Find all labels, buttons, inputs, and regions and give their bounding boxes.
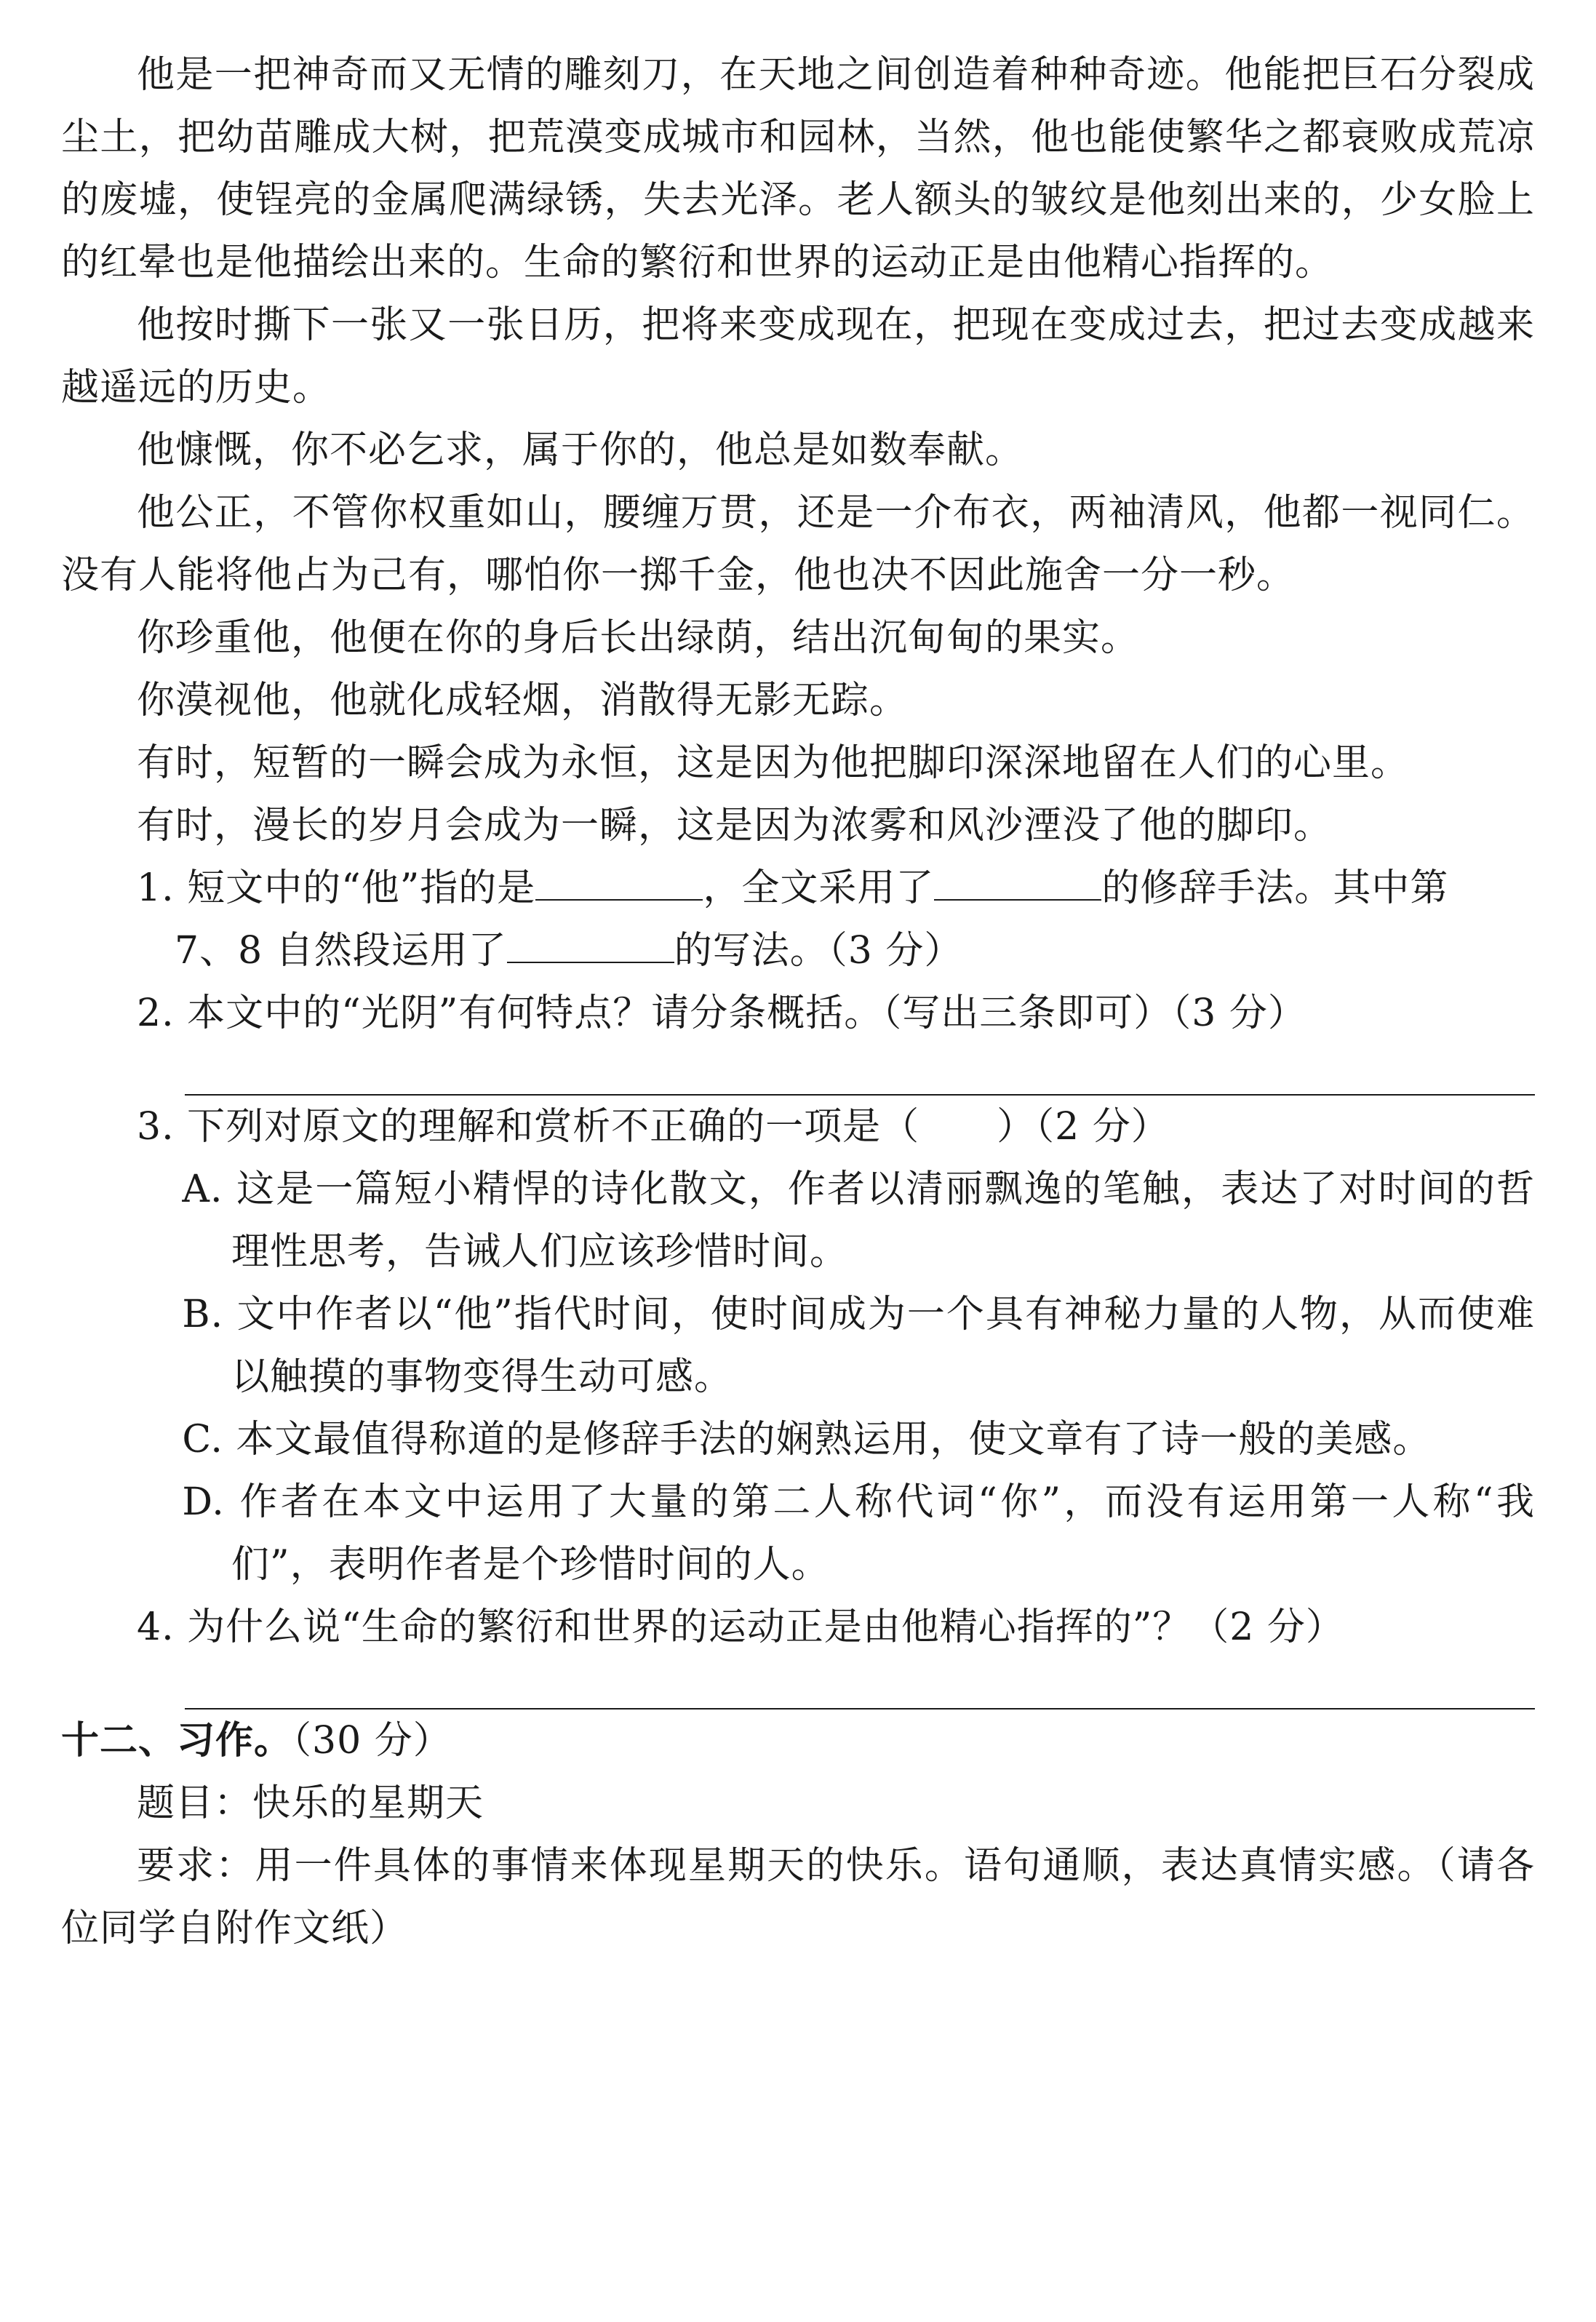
passage-paragraph-5: 你珍重他，他便在你的身后长出绿荫，结出沉甸甸的果实。 bbox=[137, 616, 1140, 660]
question-1-text-e: 的写法。（3 分） bbox=[674, 929, 963, 973]
passage-paragraph-8: 有时，漫长的岁月会成为一瞬，这是因为浓雾和风沙湮没了他的脚印。 bbox=[137, 804, 1333, 847]
question-1-text-d: 7、8 自然段运用了 bbox=[175, 929, 507, 973]
passage-paragraph-2: 他按时撕下一张又一张日历，把将来变成现在，把现在变成过去，把过去变成越来越遥远的历史。 bbox=[61, 303, 1535, 410]
question-1-blank-1[interactable] bbox=[535, 861, 703, 901]
question-4: 4. 为什么说“生命的繁衍和世界的运动正是由他精心指挥的”？（2 分） bbox=[137, 1605, 1344, 1649]
composition-topic: 题目：快乐的星期天 bbox=[137, 1782, 484, 1825]
question-3-option-a: A. 这是一篇短小精悍的诗化散文，作者以清丽飘逸的笔触，表达了对时间的哲理性思考，告诫人们应该珍惜时间。 bbox=[182, 1168, 1535, 1274]
question-3-option-c: C. 本文最值得称道的是修辞手法的娴熟运用，使文章有了诗一般的美感。 bbox=[182, 1418, 1432, 1461]
question-3-option-b: B. 文中作者以“他”指代时间，使时间成为一个具有神秘力量的人物，从而使难以触摸的事物变得生动可感。 bbox=[182, 1293, 1535, 1399]
question-2-answer-line[interactable] bbox=[185, 1066, 1535, 1096]
question-3-stem: 3. 下列对原文的理解和赏析不正确的一项是（ ）（2 分） bbox=[137, 1105, 1170, 1149]
question-1-text-a: 1. 短文中的“他”指的是 bbox=[137, 866, 536, 910]
passage-paragraph-4: 他公正，不管你权重如山，腰缠万贯，还是一介布衣，两袖清风，他都一视同仁。没有人能将他占为己有，哪怕你一掷千金，他也决不因此施舍一分一秒。 bbox=[61, 491, 1535, 597]
section-12-title: 十二、习作。 bbox=[61, 1719, 293, 1763]
question-1 bbox=[61, 857, 1535, 919]
question-1-blank-3[interactable] bbox=[507, 924, 674, 963]
question-2: 2. 本文中的“光阴”有何特点？请分条概括。（写出三条即可）（3 分） bbox=[137, 992, 1306, 1035]
question-4-answer-line[interactable] bbox=[185, 1680, 1535, 1709]
passage-paragraph-7: 有时，短暂的一瞬会成为永恒，这是因为他把脚印深深地留在人们的心里。 bbox=[137, 741, 1410, 785]
section-12-heading bbox=[61, 1709, 1535, 1772]
question-3-option-d: D. 作者在本文中运用了大量的第二人称代词“你”，而没有运用第一人称“我们”，表明作者是个珍惜时间的人。 bbox=[182, 1480, 1535, 1587]
exam-page bbox=[61, 44, 1535, 1960]
composition-requirement: 要求：用一件具体的事情来体现星期天的快乐。语句通顺，表达真情实感。（请各位同学自附作文纸） bbox=[61, 1844, 1535, 1950]
question-1-text-c: 的修辞手法。其中第 bbox=[1101, 866, 1449, 910]
passage-paragraph-3: 他慷慨，你不必乞求，属于你的，他总是如数奉献。 bbox=[137, 428, 1024, 472]
section-12-score: （30 分） bbox=[292, 1719, 452, 1763]
question-1-text-b: ，全文采用了 bbox=[703, 866, 935, 910]
passage-paragraph-1: 他是一把神奇而又无情的雕刻刀，在天地之间创造着种种奇迹。他能把巨石分裂成尘土，把幼苗雕成大树，把荒漠变成城市和园林，当然，他也能使繁华之都衰败成荒凉的废墟，使锃亮的金属爬满绿锈，失去光泽。老人额头的皱纹是他刻出来的，少女脸上的红晕也是他描绘出来的。生命的繁衍和世界的运动正是由他精心指挥的。 bbox=[61, 53, 1535, 284]
passage-paragraph-6: 你漠视他，他就化成轻烟，消散得无影无踪。 bbox=[137, 679, 909, 722]
question-1-blank-2[interactable] bbox=[934, 861, 1101, 901]
question-1-continued bbox=[61, 919, 1535, 982]
